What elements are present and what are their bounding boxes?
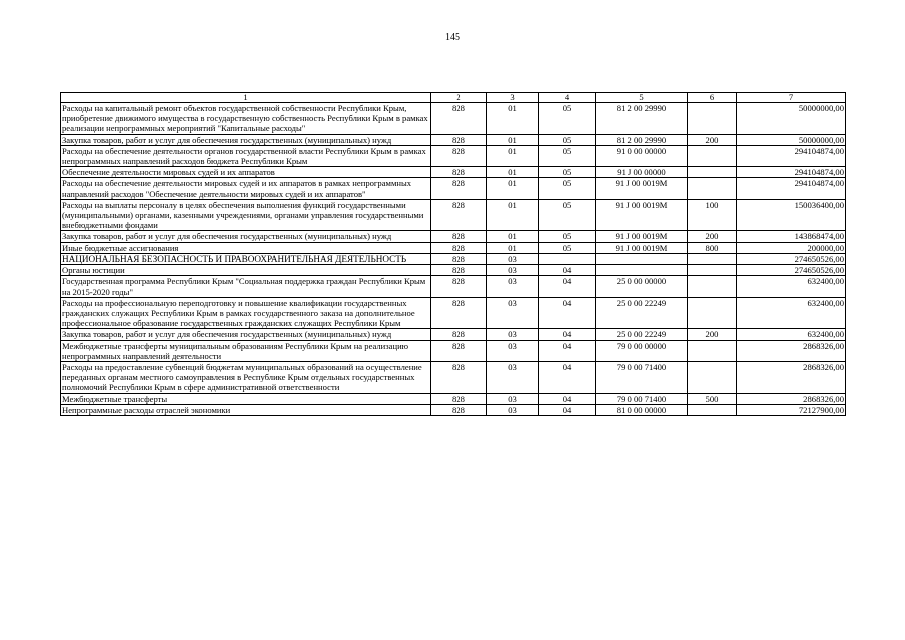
amount: 632400,00	[737, 276, 846, 297]
column-header: 7	[737, 93, 846, 103]
amount: 294104874,00	[737, 167, 846, 178]
expense-type-code	[688, 340, 737, 361]
target-article-code	[596, 253, 688, 264]
expense-type-code	[688, 167, 737, 178]
row-description: НАЦИОНАЛЬНАЯ БЕЗОПАСНОСТЬ И ПРАВООХРАНИТЕЛЬНАЯ ДЕЯТЕЛЬНОСТЬ	[61, 253, 431, 264]
table-row	[61, 265, 846, 276]
column-header: 2	[431, 93, 487, 103]
expense-type-code: 500	[688, 393, 737, 404]
section-code: 03	[487, 362, 539, 394]
subsection-code: 05	[539, 145, 596, 166]
amount: 72127900,00	[737, 404, 846, 415]
section-code: 01	[487, 231, 539, 242]
target-article-code: 81 0 00 00000	[596, 404, 688, 415]
table-row	[61, 134, 846, 145]
section-code: 03	[487, 404, 539, 415]
table-row	[61, 178, 846, 199]
amount: 2868326,00	[737, 393, 846, 404]
section-code: 01	[487, 242, 539, 253]
subsection-code: 05	[539, 199, 596, 231]
amount: 50000000,00	[737, 103, 846, 135]
row-description: Органы юстиции	[61, 265, 431, 276]
table-row	[61, 103, 846, 135]
section-code: 03	[487, 276, 539, 297]
subsection-code: 04	[539, 265, 596, 276]
subsection-code: 04	[539, 276, 596, 297]
target-article-code: 81 2 00 29990	[596, 134, 688, 145]
column-header: 1	[61, 93, 431, 103]
expense-type-code: 200	[688, 231, 737, 242]
subsection-code: 04	[539, 329, 596, 340]
section-code: 01	[487, 178, 539, 199]
amount: 50000000,00	[737, 134, 846, 145]
ministry-code: 828	[431, 199, 487, 231]
row-description: Расходы на выплаты персоналу в целях обеспечения выполнения функций государственными (муниципальными) органами, казенными учреждениями, органами управления государственными внебюджетными фондами	[61, 199, 431, 231]
ministry-code: 828	[431, 145, 487, 166]
expense-type-code	[688, 145, 737, 166]
expense-type-code: 800	[688, 242, 737, 253]
table-row	[61, 393, 846, 404]
target-article-code: 25 0 00 00000	[596, 276, 688, 297]
subsection-code: 05	[539, 178, 596, 199]
ministry-code: 828	[431, 393, 487, 404]
table-header-row	[61, 93, 846, 103]
ministry-code: 828	[431, 134, 487, 145]
section-code: 03	[487, 340, 539, 361]
expense-type-code: 100	[688, 199, 737, 231]
row-description: Государственная программа Республики Крым "Социальная поддержка граждан Республики Крым на 2015-2020 годы"	[61, 276, 431, 297]
section-code: 01	[487, 199, 539, 231]
ministry-code: 828	[431, 178, 487, 199]
target-article-code: 91 J 00 0019M	[596, 199, 688, 231]
row-description: Межбюджетные трансферты муниципальным образованиям Республики Крым на реализацию непрограммных направлений деятельности	[61, 340, 431, 361]
row-description: Расходы на предоставление субвенций бюджетам муниципальных образований на осуществление переданных органам местного самоуправления в Республике Крым отдельных государственных полномочий Республики Крым в сфере административной ответственности	[61, 362, 431, 394]
page-number: 145	[445, 32, 460, 43]
column-header: 6	[688, 93, 737, 103]
target-article-code: 79 0 00 00000	[596, 340, 688, 361]
row-description: Закупка товаров, работ и услуг для обеспечения государственных (муниципальных) нужд	[61, 134, 431, 145]
section-code: 01	[487, 134, 539, 145]
column-header: 4	[539, 93, 596, 103]
section-code: 01	[487, 103, 539, 135]
target-article-code: 81 2 00 29990	[596, 103, 688, 135]
expense-type-code	[688, 178, 737, 199]
target-article-code: 91 0 00 00000	[596, 145, 688, 166]
target-article-code: 79 0 00 71400	[596, 393, 688, 404]
row-description: Межбюджетные трансферты	[61, 393, 431, 404]
amount: 150036400,00	[737, 199, 846, 231]
ministry-code: 828	[431, 242, 487, 253]
amount: 200000,00	[737, 242, 846, 253]
section-code: 03	[487, 297, 539, 329]
amount: 274650526,00	[737, 265, 846, 276]
table-row	[61, 340, 846, 361]
row-description: Расходы на обеспечение деятельности мировых судей и их аппаратов в рамках непрограммных направлений расходов "Обеспечение деятельности мировых судей и их аппаратов"	[61, 178, 431, 199]
ministry-code: 828	[431, 253, 487, 264]
amount: 143868474,00	[737, 231, 846, 242]
target-article-code: 25 0 00 22249	[596, 329, 688, 340]
section-code: 03	[487, 329, 539, 340]
table-row	[61, 362, 846, 394]
expense-type-code	[688, 404, 737, 415]
table-row	[61, 199, 846, 231]
subsection-code: 05	[539, 134, 596, 145]
table-row	[61, 404, 846, 415]
ministry-code: 828	[431, 362, 487, 394]
amount: 632400,00	[737, 297, 846, 329]
subsection-code: 05	[539, 103, 596, 135]
section-code: 03	[487, 265, 539, 276]
target-article-code: 91 J 00 0019M	[596, 178, 688, 199]
subsection-code: 05	[539, 167, 596, 178]
table-row	[61, 167, 846, 178]
amount: 2868326,00	[737, 340, 846, 361]
amount: 294104874,00	[737, 178, 846, 199]
section-code: 01	[487, 167, 539, 178]
row-description: Обеспечение деятельности мировых судей и их аппаратов	[61, 167, 431, 178]
column-header: 3	[487, 93, 539, 103]
target-article-code: 91 J 00 0019M	[596, 242, 688, 253]
table-row	[61, 253, 846, 264]
subsection-code: 04	[539, 404, 596, 415]
amount: 632400,00	[737, 329, 846, 340]
expense-type-code	[688, 297, 737, 329]
subsection-code	[539, 253, 596, 264]
expense-type-code: 200	[688, 329, 737, 340]
row-description: Расходы на капитальный ремонт объектов государственной собственности Республики Крым, приобретение движимого имущества в государственную собственность Республики Крым в рамках реализации непрограммных мероприятий "Капитальные расходы"	[61, 103, 431, 135]
ministry-code: 828	[431, 103, 487, 135]
subsection-code: 05	[539, 242, 596, 253]
target-article-code	[596, 265, 688, 276]
table-row	[61, 145, 846, 166]
subsection-code: 05	[539, 231, 596, 242]
row-description: Закупка товаров, работ и услуг для обеспечения государственных (муниципальных) нужд	[61, 329, 431, 340]
row-description: Расходы на профессиональную переподготовку и повышение квалификации государственных гражданских служащих Республики Крым в рамках государственного заказа на дополнительное профессиональное образование государственных гражданских служащих Республики Крым	[61, 297, 431, 329]
subsection-code: 04	[539, 297, 596, 329]
target-article-code: 79 0 00 71400	[596, 362, 688, 394]
expense-type-code	[688, 362, 737, 394]
expense-type-code: 200	[688, 134, 737, 145]
subsection-code: 04	[539, 393, 596, 404]
section-code: 01	[487, 145, 539, 166]
ministry-code: 828	[431, 167, 487, 178]
table-row	[61, 242, 846, 253]
table-row	[61, 297, 846, 329]
amount: 274650526,00	[737, 253, 846, 264]
table-row	[61, 276, 846, 297]
table-row	[61, 329, 846, 340]
row-description: Иные бюджетные ассигнования	[61, 242, 431, 253]
amount: 2868326,00	[737, 362, 846, 394]
row-description: Закупка товаров, работ и услуг для обеспечения государственных (муниципальных) нужд	[61, 231, 431, 242]
expense-type-code	[688, 265, 737, 276]
section-code: 03	[487, 253, 539, 264]
section-code: 03	[487, 393, 539, 404]
ministry-code: 828	[431, 340, 487, 361]
target-article-code: 91 J 00 0019M	[596, 231, 688, 242]
ministry-code: 828	[431, 276, 487, 297]
ministry-code: 828	[431, 329, 487, 340]
expense-type-code	[688, 276, 737, 297]
amount: 294104874,00	[737, 145, 846, 166]
expense-type-code	[688, 103, 737, 135]
ministry-code: 828	[431, 404, 487, 415]
target-article-code: 91 J 00 00000	[596, 167, 688, 178]
ministry-code: 828	[431, 297, 487, 329]
column-header: 5	[596, 93, 688, 103]
ministry-code: 828	[431, 231, 487, 242]
row-description: Расходы на обеспечение деятельности органов государственной власти Республики Крым в рамках непрограммных направлений расходов бюджета Республики Крым	[61, 145, 431, 166]
row-description: Непрограммные расходы отраслей экономики	[61, 404, 431, 415]
budget-table	[60, 92, 846, 416]
target-article-code: 25 0 00 22249	[596, 297, 688, 329]
table-row	[61, 231, 846, 242]
subsection-code: 04	[539, 340, 596, 361]
subsection-code: 04	[539, 362, 596, 394]
ministry-code: 828	[431, 265, 487, 276]
expense-type-code	[688, 253, 737, 264]
